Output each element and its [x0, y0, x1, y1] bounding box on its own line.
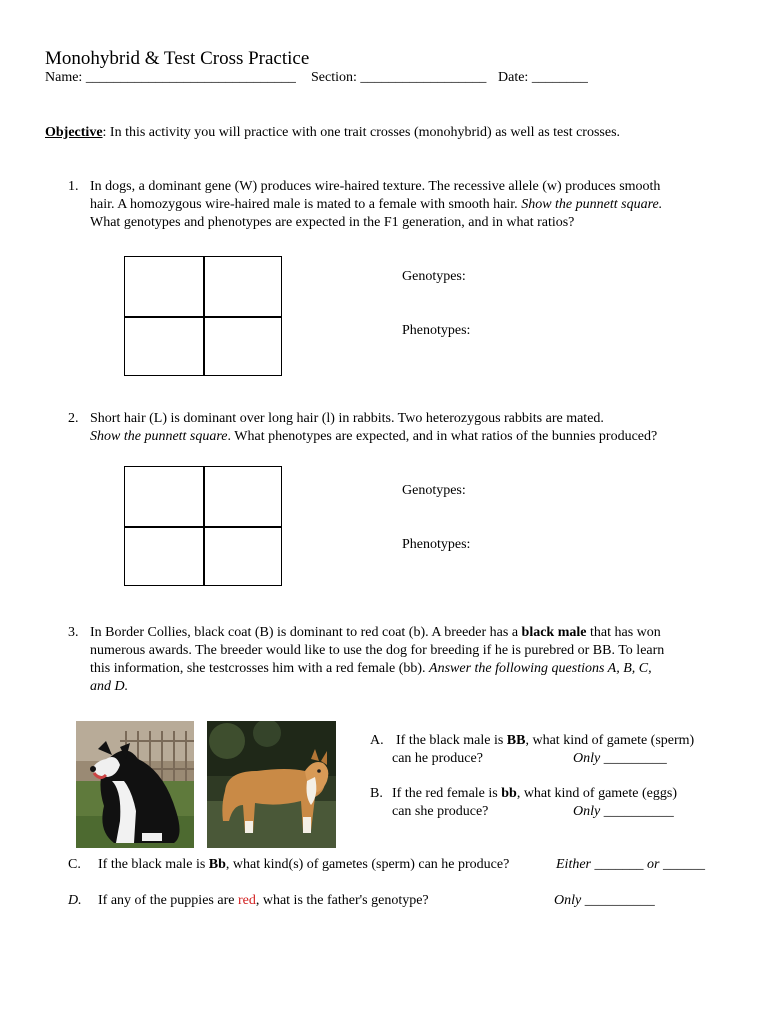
q2-phenotypes-label: Phenotypes: [402, 537, 471, 552]
q1-line1: In dogs, a dominant gene (W) produces wire-haired texture. The recessive allele (w) produces smooth [90, 179, 661, 194]
q1-phenotypes-label: Phenotypes: [402, 323, 471, 338]
q3b-answer-blank[interactable]: Only __________ [573, 804, 674, 819]
date-field[interactable]: Date: ________ [498, 70, 588, 85]
q2-line2 [90, 428, 657, 446]
q3c-text-end: , what kind(s) of gametes (sperm) can he produce? [225, 857, 510, 872]
q1-instruction: Show the punnett square. [521, 197, 663, 212]
q2-line2-text: . What phenotypes are expected, and in what ratios of the bunnies produced? [227, 429, 658, 444]
q3a-text: If the black male is [396, 733, 507, 748]
q1-punnett-square[interactable] [124, 256, 282, 376]
q3-line3-text: this information, she testcrosses him with a red female (bb). [90, 661, 430, 676]
q3-line2: numerous awards. The breeder would like to use the dog for breeding if he is purebred or BB. To learn [90, 643, 665, 658]
q1-line2-text: hair. A homozygous wire-haired male is mated to a female with smooth hair. [90, 197, 522, 212]
q3b-text-end: , what kind of gamete (eggs) [516, 786, 677, 801]
red-collie-photo [207, 721, 336, 848]
q3-instruction: Answer the following questions A, B, C, [429, 661, 652, 676]
name-field[interactable]: Name: ______________________________ [45, 70, 296, 85]
punnett-divider-horizontal [125, 316, 281, 318]
q3c-letter: C. [68, 857, 81, 872]
q3-black-male: black male [521, 625, 587, 640]
q3b-letter: B. [370, 786, 383, 801]
q3d-text: If any of the puppies are [98, 893, 238, 908]
q3c-answer-blanks[interactable] [556, 856, 705, 874]
q3c-or-blank[interactable]: ______ [659, 857, 705, 872]
q3-line3 [90, 660, 652, 678]
q3d-red-word: red [237, 893, 256, 908]
q3b-line2: can she produce? [392, 804, 489, 819]
q2-number: 2. [68, 411, 79, 426]
worksheet-title: Monohybrid & Test Cross Practice [45, 48, 310, 69]
black-collie-photo [76, 721, 194, 848]
q3a-text-end: , what kind of gamete (sperm) [525, 733, 695, 748]
objective-line [45, 124, 620, 142]
q2-genotypes-label: Genotypes: [402, 483, 466, 498]
q3a-line2: can he produce? [392, 751, 483, 766]
q3b-genotype: bb [501, 786, 517, 801]
q3c-either-blank[interactable]: Either _______ [556, 857, 647, 872]
q3b-text: If the red female is [392, 786, 502, 801]
punnett-divider-horizontal [125, 526, 281, 528]
q3a-line1 [396, 732, 694, 750]
q3-number: 3. [68, 625, 79, 640]
q1-number: 1. [68, 179, 79, 194]
section-field[interactable]: Section: __________________ [311, 70, 487, 85]
q1-line3: What genotypes and phenotypes are expected in the F1 generation, and in what ratios? [90, 215, 575, 230]
q3a-genotype: BB [506, 733, 526, 748]
q3a-letter: A. [370, 733, 384, 748]
q3-line1-text: In Border Collies, black coat (B) is dominant to red coat (b). A breeder has a [90, 625, 522, 640]
q2-line1: Short hair (L) is dominant over long hair (l) in rabbits. Two heterozygous rabbits are mated. [90, 411, 604, 426]
q3c-genotype: Bb [208, 857, 226, 872]
q3c-or: or [647, 857, 660, 872]
q3d-answer-blank[interactable]: Only __________ [554, 893, 655, 908]
objective-label: Objective [45, 125, 103, 140]
q3d-text-end: , what is the father's genotype? [255, 893, 429, 908]
q1-line2 [90, 196, 662, 214]
q3-line1 [90, 624, 661, 642]
q3-line4: and D. [90, 679, 129, 694]
q3d-line [98, 892, 429, 910]
q3-line1-end: that has won [586, 625, 661, 640]
objective-text: : In this activity you will practice with one trait crosses (monohybrid) as well as test crosses. [102, 125, 621, 140]
q1-genotypes-label: Genotypes: [402, 269, 466, 284]
q3c-line [98, 856, 509, 874]
q3c-text: If the black male is [98, 857, 209, 872]
q2-punnett-square[interactable] [124, 466, 282, 586]
q2-instruction: Show the punnett square [90, 429, 228, 444]
q3b-line1 [392, 785, 677, 803]
q3d-letter: D. [68, 893, 82, 908]
q3a-answer-blank[interactable]: Only _________ [573, 751, 667, 766]
